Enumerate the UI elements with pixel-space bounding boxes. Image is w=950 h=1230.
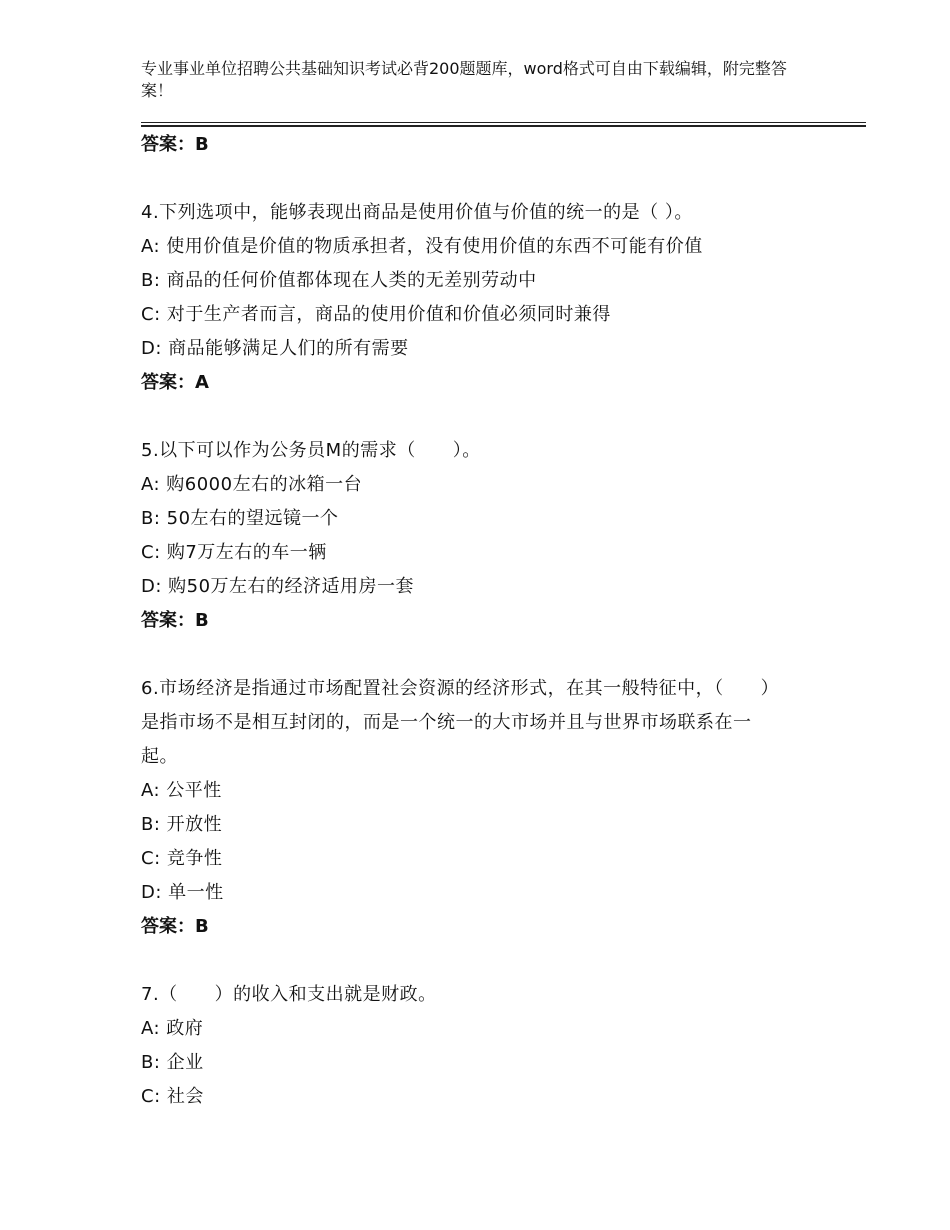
option-b: B: 商品的任何价值都体现在人类的无差别劳动中	[141, 270, 537, 291]
question-7	[141, 978, 841, 1114]
question-5	[141, 434, 841, 638]
answer: 答案：B	[141, 916, 209, 937]
option-c: C: 购7万左右的车一辆	[141, 542, 327, 563]
question-text: 5.以下可以作为公务员M的需求（ ）。	[141, 440, 481, 461]
previous-answer: 答案：B	[141, 134, 209, 155]
header-rule-thin	[141, 122, 866, 123]
option-b: B: 企业	[141, 1052, 204, 1073]
question-text: 4.下列选项中，能够表现出商品是使用价值与价值的统一的是（ ）。	[141, 202, 693, 223]
option-c: C: 社会	[141, 1086, 204, 1107]
option-a: A: 使用价值是价值的物质承担者，没有使用价值的东西不可能有价值	[141, 236, 703, 257]
question-4	[141, 196, 841, 400]
header-rule-thick	[141, 125, 866, 127]
option-a: A: 公平性	[141, 780, 222, 801]
option-b: B: 50左右的望远镜一个	[141, 508, 339, 529]
document-header: 专业事业单位招聘公共基础知识考试必背200题题库，word格式可自由下载编辑，附完整答案！	[141, 59, 787, 100]
option-d: D: 单一性	[141, 882, 224, 903]
option-c: C: 竞争性	[141, 848, 223, 869]
option-d: D: 购50万左右的经济适用房一套	[141, 576, 415, 597]
option-b: B: 开放性	[141, 814, 223, 835]
answer: 答案：A	[141, 372, 209, 393]
answer: 答案：B	[141, 610, 209, 631]
option-d: D: 商品能够满足人们的所有需要	[141, 338, 409, 359]
question-text: 7.（ ）的收入和支出就是财政。	[141, 984, 437, 1005]
question-list	[141, 128, 841, 1114]
question-text: 6.市场经济是指通过市场配置社会资源的经济形式，在其一般特征中，（ ）是指市场不是相互封闭的，而是一个统一的大市场并且与世界市场联系在一起。	[141, 678, 780, 767]
option-a: A: 购6000左右的冰箱一台	[141, 474, 363, 495]
option-c: C: 对于生产者而言，商品的使用价值和价值必须同时兼得	[141, 304, 611, 325]
question-6	[141, 672, 841, 944]
option-a: A: 政府	[141, 1018, 204, 1039]
